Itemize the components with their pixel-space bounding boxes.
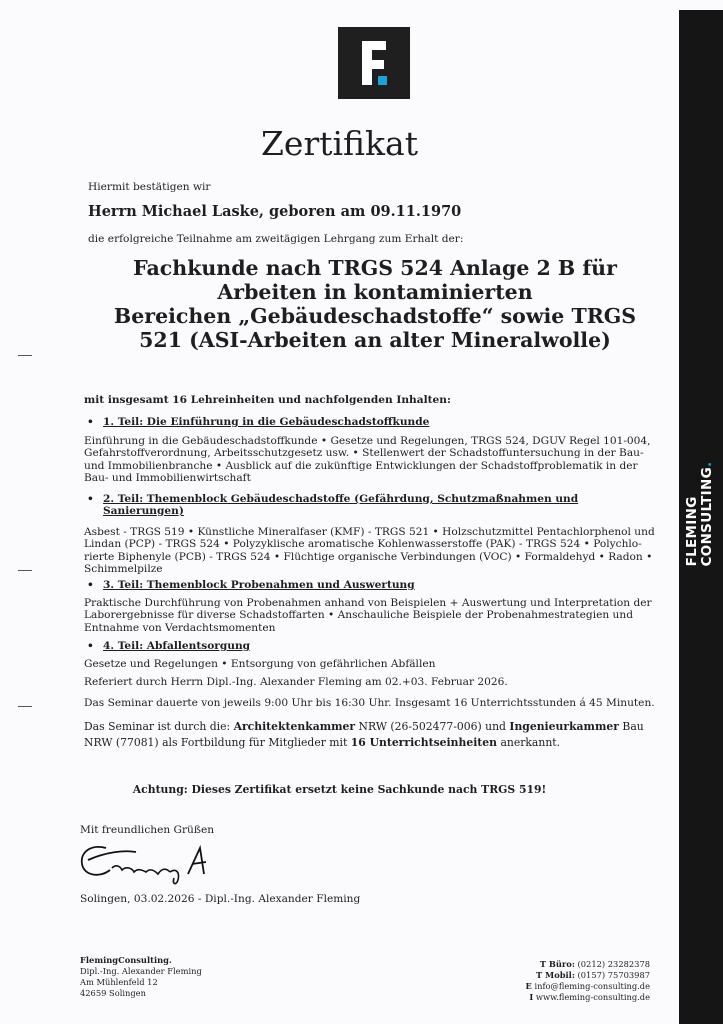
section-body-4: Gesetze und Regelungen • Entsorgung von gefährlichen Abfällen Referiert durch Herrn Dipl.-Ing. Alexander Fleming am 02.+03. Februar 2026. <box>84 658 508 689</box>
handwritten-signature <box>76 838 216 892</box>
footer-phone-mobile: T Mobil: (0157) 75703987 <box>535 970 650 980</box>
brand-line-2: CONSULTING. <box>699 461 715 567</box>
section-body-1: Einführung in die Gebäudeschadstoffkunde • Gesetze und Regelungen, TRGS 524, DGUV Regel 101-004, Gefahrstoffverordnung, Arbeitsschutzgesetz usw. • Stellenwert der Schadstoffuntersuchung in der Bau- und Immobilienbranche • Ausblick auf die zukünftige Entwicklungen der Schadstoffproblematik in der Bau- und Immobilienwirtschaft <box>84 435 651 484</box>
course-line: Bereichen „Gebäudeschadstoffe“ sowie TRGS <box>113 304 637 328</box>
duration-text: Das Seminar dauerte von jeweils 9:00 Uhr bis 16:30 Uhr. Insgesamt 16 Unterrichtsstunden á 45 Minuten. <box>84 697 655 709</box>
section-heading-2: • 2. Teil: Themenblock Gebäudeschadstoffe (Gefährdung, Schutzmaßnahmen und <box>87 493 579 505</box>
section-heading-4: • 4. Teil: Abfallentsorgung <box>87 640 251 652</box>
course-line: Arbeiten in kontaminierten <box>217 280 533 304</box>
notice-text: Achtung: Dieses Zertifikat ersetzt keine Sachkunde nach TRGS 519! <box>132 783 547 796</box>
brand-line-1: FLEMING <box>684 496 700 567</box>
course-line: Fachkunde nach TRGS 524 Anlage 2 B für <box>133 256 617 280</box>
participation-text: die erfolgreiche Teilnahme am zweitägigen Lehrgang zum Erhalt der: <box>88 233 464 245</box>
section-heading-1: • 1. Teil: Die Einführung in die Gebäudeschadstoffkunde <box>87 416 430 428</box>
brand-dot: . <box>699 461 715 468</box>
fold-mark <box>18 706 32 707</box>
recognition-text: Das Seminar ist durch die: Architektenkammer NRW (26-502477-006) und Ingenieurkammer Bau NRW (77081) als Fortbildung für Mitglieder mit 16 Unterrichtseinheiten anerkannt. <box>84 720 644 749</box>
fold-mark <box>18 355 32 356</box>
footer-website[interactable]: I www.fleming-consulting.de <box>529 992 650 1002</box>
section-body-2: Asbest - TRGS 519 • Künstliche Mineralfaser (KMF) - TRGS 521 • Holzschutzmittel Pentachlorphenol und Lindan (PCP) - TRGS 524 • Polyzyklische aromatische Kohlenwasserstoffe (PAK) - TRGS 524 • Polychlo- rierte Biphenyle (PCB) - TRGS 524 • Flüchtige organische Verbindungen (VOC) • Formaldehyd • Radon • Schimmelpilze <box>84 526 655 575</box>
page-title: Zertifikat <box>261 124 418 163</box>
footer-line: Dipl.-Ing. Alexander Fleming <box>80 966 202 976</box>
footer-company: FlemingConsulting. <box>80 955 172 965</box>
footer-line: Am Mühlenfeld 12 <box>80 977 158 987</box>
section-body-3: Praktische Durchführung von Probenahmen anhand von Beispielen + Auswertung und Interpretation der Laborergebnisse für diverse Schadstoffarten • Anschauliche Beispiele der Probenahmestrategien und Entnahme von Verdachtsmomenten <box>84 597 652 634</box>
course-line: 521 (ASI-Arbeiten an alter Mineralwolle) <box>139 328 611 352</box>
intro-text: Hiermit bestätigen wir <box>88 181 211 193</box>
section-heading-2-cont: Sanierungen) <box>103 505 184 517</box>
course-title <box>90 256 660 352</box>
footer-address <box>80 955 202 999</box>
footer-phone-office: T Büro: (0212) 23282378 <box>539 959 650 969</box>
recipient-name: Herrn Michael Laske, geboren am 09.11.1970 <box>88 203 462 220</box>
units-intro: mit insgesamt 16 Lehreinheiten und nachfolgenden Inhalten: <box>84 394 451 406</box>
greeting-text: Mit freundlichen Grüßen <box>80 824 215 836</box>
fold-mark <box>18 570 32 571</box>
footer-contact <box>500 959 650 1003</box>
section-heading-3: • 3. Teil: Themenblock Probenahmen und Auswertung <box>87 579 415 591</box>
company-logo <box>338 27 410 99</box>
signature-place-date: Solingen, 03.02.2026 - Dipl.-Ing. Alexander Fleming <box>80 893 361 905</box>
footer-line: 42659 Solingen <box>80 988 146 998</box>
footer-email[interactable]: E info@fleming-consulting.de <box>525 981 650 991</box>
